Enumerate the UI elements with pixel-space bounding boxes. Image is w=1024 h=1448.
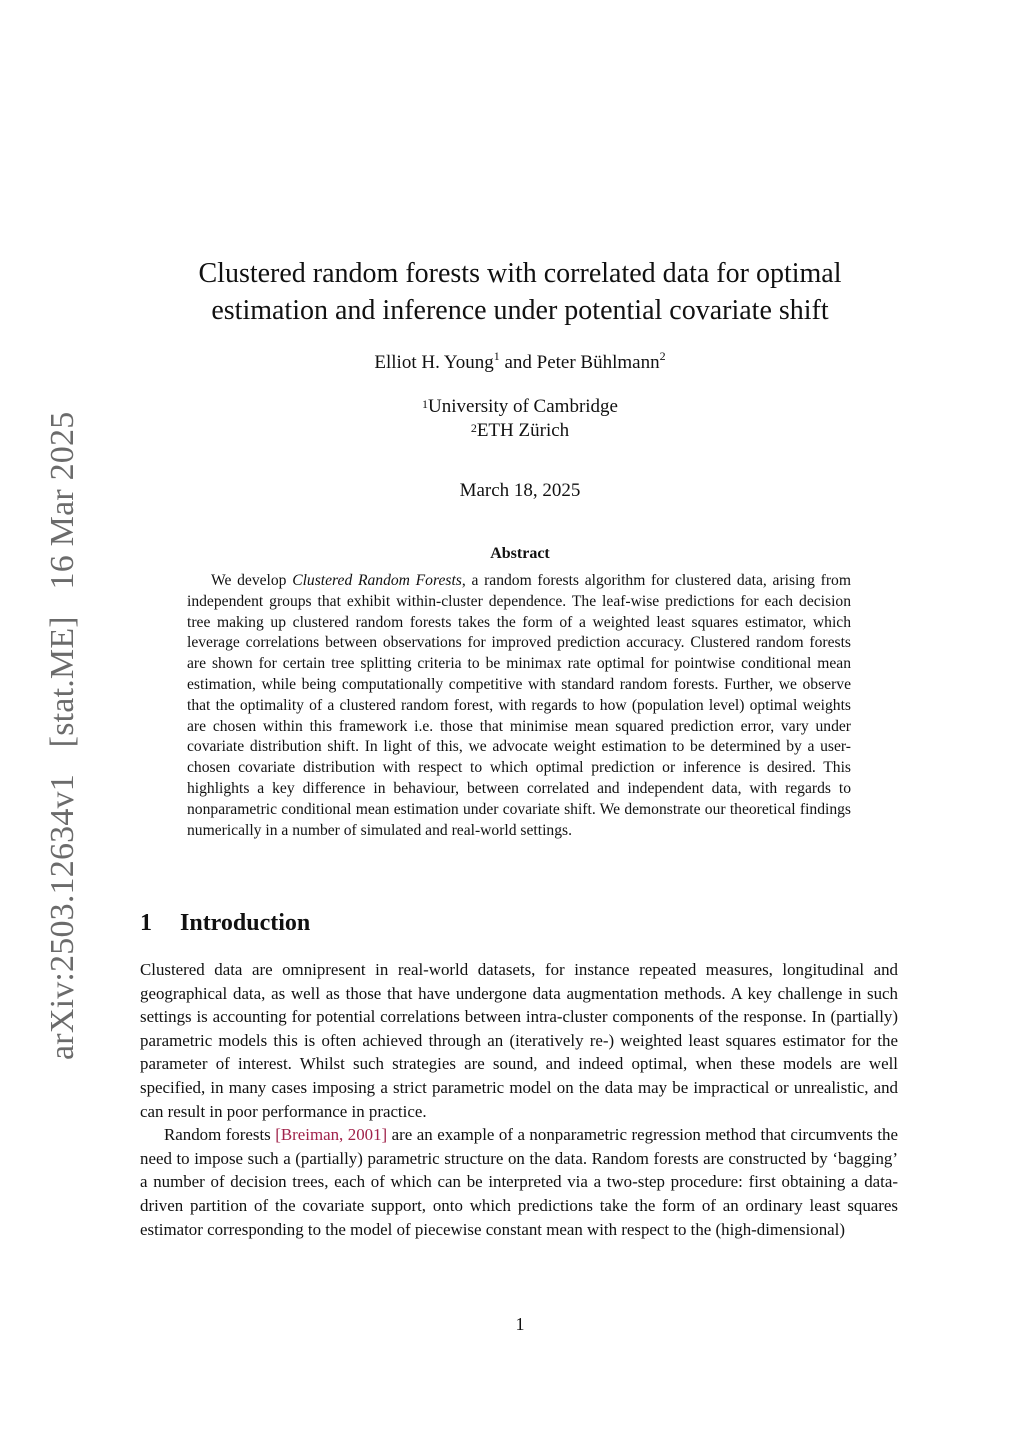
citation-close-bracket: ]: [381, 1125, 388, 1145]
intro-paragraph-2-body: are an example of a nonparametric regression method that circumvents the need to impose such a (partially) parametric structure on the data. Random forests are constructed by ‘bagging’ a number of decision trees, each of which can be interpreted via a two-step procedure: first obtaining a data-driven partition of the covariate support, onto which predictions take the form of an ordinary least squares estimator corresponding to the model of piecewise constant mean with respect to the (high-dimensional): [140, 1125, 898, 1239]
citation-year: 2001: [347, 1125, 382, 1145]
introduction-body: [140, 958, 898, 1241]
section-title: Introduction: [180, 910, 311, 936]
author-2-name: Peter Bühlmann: [536, 352, 660, 373]
affiliation-2: [140, 419, 900, 443]
section-heading-introduction: [140, 910, 310, 937]
intro-paragraph-1: Clustered data are omnipresent in real-world datasets, for instance repeated measures, longitudinal and geographical data, as well as those that have undergone data augmentation methods. A key challenge in such settings is accounting for potential correlations between intra-cluster components of the response. In (partially) parametric models this is often achieved through an (iteratively re-) weighted least squares estimator for the parameter of interest. Whilst such strategies are sound, and indeed optimal, when these models are well specified, in many cases imposing a strict parametric model on the data may be impractical or unrealistic, and can result in poor performance in practice.: [140, 960, 898, 1121]
abstract-heading: Abstract: [490, 545, 550, 562]
affiliation-2-name: ETH Zürich: [476, 420, 570, 441]
paper-date: March 18, 2025: [459, 480, 581, 501]
author-list: [140, 349, 900, 374]
title-line-2: estimation and inference under potential covariate shift: [211, 295, 829, 326]
paper-title: [140, 255, 900, 329]
author-2-affil-mark: 2: [659, 349, 666, 363]
section-number: 1: [140, 910, 152, 936]
title-line-1: Clustered random forests with correlated data for optimal: [198, 258, 842, 289]
page-number: 1: [515, 1314, 525, 1334]
abstract-method-name: Clustered Random Forests: [292, 572, 462, 589]
intro-paragraph-2: [140, 1123, 898, 1241]
author-1-name: Elliot H. Young: [374, 352, 494, 373]
citation-separator: ,: [339, 1125, 348, 1145]
affiliation-1-name: University of Cambridge: [428, 396, 618, 417]
abstract-text: , a random forests algorithm for clustered data, arising from independent groups that exhibit within-cluster dependence. The leaf-wise predictions for each decision tree making up clustered random forests takes the form of a weighted least squares estimator, which leverage correlations between observations for improved prediction accuracy. Clustered random forests are shown for certain tree splitting criteria to be minimax rate optimal for pointwise conditional mean estimation, while being computationally competitive with standard random forests. Further, we observe that the optimality of a clustered random forest, with regards to how (population level) optimal weights are chosen within this framework i.e. those that minimise mean squared prediction error, vary under covariate distribution shift. In light of this, we advocate weight estimation to be determined by a user-chosen covariate distribution with respect to which optimal prediction or inference is desired. This highlights a key difference in behaviour, between correlated and independent data, with regards to nonparametric conditional mean estimation under covariate shift. We demonstrate our theoretical findings numerically in a number of simulated and real-world settings.: [187, 572, 851, 839]
affiliation-1: [140, 395, 900, 419]
arxiv-side-stamp: [44, 412, 82, 1060]
citation-open-bracket: [: [275, 1125, 281, 1145]
arxiv-date: 16 Mar 2025: [44, 411, 81, 590]
author-connector: and: [504, 352, 532, 373]
abstract-paragraph: [187, 571, 851, 841]
abstract-body: [187, 571, 851, 841]
citation-breiman-2001[interactable]: [275, 1125, 387, 1144]
author-1-affil-mark: 1: [493, 349, 500, 363]
intro-paragraph-2-lead: Random forests: [164, 1125, 276, 1145]
affiliations: [140, 395, 900, 443]
citation-author: Breiman: [280, 1125, 340, 1145]
affiliation-2-mark: 2: [470, 421, 477, 435]
arxiv-category: [stat.ME]: [44, 616, 81, 748]
arxiv-id[interactable]: arXiv:2503.12634v1: [44, 774, 81, 1060]
affiliation-1-mark: 1: [422, 397, 429, 411]
abstract-lead: We develop: [211, 572, 293, 589]
